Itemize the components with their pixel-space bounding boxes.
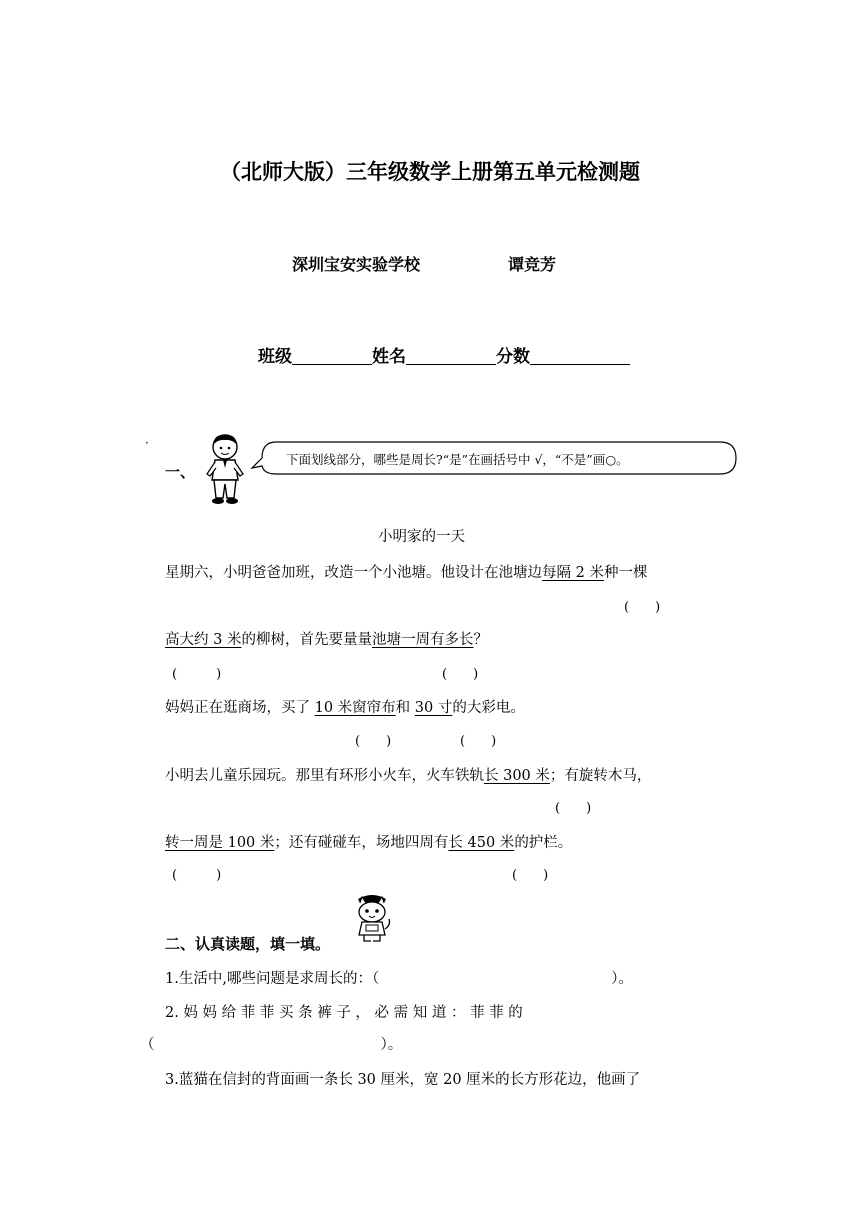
q1-text: 1.生活中,哪些问题是求周长的：（: [165, 971, 380, 987]
line2-mid: 的柳树，首先要量量: [241, 632, 372, 648]
story-line-3: [165, 696, 525, 717]
question-1: [165, 967, 633, 988]
story-line-2: [165, 628, 488, 649]
line3-underline-2: 30 寸: [414, 700, 453, 716]
school-name: 深圳宝安实验学校: [292, 255, 421, 274]
answer-paren-2b[interactable]: ( ): [442, 667, 479, 682]
question-3: 3.蓝猫在信封的背面画一条长 30 厘米，宽 20 厘米的长方形花边，他画了: [165, 1072, 641, 1088]
teacher-name: 谭竞芳: [508, 255, 557, 274]
line1-suffix: 种一棵: [603, 565, 648, 581]
answer-paren-5b[interactable]: ( ): [512, 868, 549, 883]
page-title: （北师大版）三年级数学上册第五单元检测题: [220, 160, 640, 184]
stray-dot: ·: [145, 436, 149, 450]
q2-close: ）。: [380, 1037, 403, 1053]
line3-mid: 和: [395, 700, 415, 716]
line2-underline-1: 高大约 3 米: [165, 632, 242, 648]
class-label: 班级: [258, 347, 292, 367]
line5-underline-2: 长 450 米: [448, 835, 515, 851]
section2-title: 二、认真读题，填一填。: [165, 935, 331, 953]
answer-paren-3b[interactable]: ( ): [460, 734, 497, 749]
line4-text: 小明去儿童乐园玩。那里有环形小火车，火车铁轨: [165, 768, 484, 784]
story-line-5: [165, 831, 572, 852]
q2-open: （: [140, 1037, 155, 1053]
name-label: 姓名: [372, 347, 406, 367]
line2-underline-2: 池塘一周有多长: [371, 632, 474, 648]
question-2: 2. 妈 妈 给 菲 菲 买 条 裤 子 ， 必 需 知 道 ： 菲 菲 的: [165, 1005, 523, 1021]
q1-close: ）。: [611, 971, 633, 987]
cartoon-cat-icon: [352, 893, 392, 943]
cartoon-boy-icon: [202, 432, 248, 506]
answer-paren-5a[interactable]: ( ): [172, 868, 222, 883]
line5-mid: ；还有碰碰车，场地四周有: [274, 835, 449, 851]
line3-underline-1: 10 米窗帘布: [314, 700, 396, 716]
name-blank[interactable]: [406, 347, 496, 365]
story-title: 小明家的一天: [378, 529, 465, 545]
line5-underline-1: 转一周是 100 米: [165, 835, 275, 851]
answer-paren-2a[interactable]: ( ): [172, 667, 222, 682]
line1-underline: 每隔 2 米: [542, 565, 604, 581]
line2-suffix: ？: [473, 632, 488, 648]
story-line-4: [165, 764, 651, 785]
section1-number: 一、: [165, 463, 196, 481]
student-info-line: [258, 342, 630, 367]
question-2-answer: [140, 1033, 402, 1054]
line4-suffix: ；有旋转木马，: [549, 768, 652, 784]
score-blank[interactable]: [530, 347, 630, 365]
score-label: 分数: [496, 347, 530, 367]
line5-suffix: 的护栏。: [514, 835, 573, 851]
line3-suffix: 的大彩电。: [452, 700, 525, 716]
line4-underline: 长 300 米: [484, 768, 550, 784]
section1-instruction: 下面划线部分，哪些是周长?“是”在画括号中 √，“不是”画○。: [286, 452, 629, 467]
answer-paren-4[interactable]: ( ): [555, 801, 592, 816]
story-line-1: [165, 561, 647, 582]
class-blank[interactable]: [292, 347, 372, 365]
answer-paren-3a[interactable]: ( ): [355, 734, 392, 749]
answer-paren-1[interactable]: ( ): [624, 600, 661, 615]
line1-text: 星期六，小明爸爸加班，改造一个小池塘。他设计在池塘边: [165, 565, 542, 581]
line3-text: 妈妈正在逛商场，买了: [165, 700, 315, 716]
